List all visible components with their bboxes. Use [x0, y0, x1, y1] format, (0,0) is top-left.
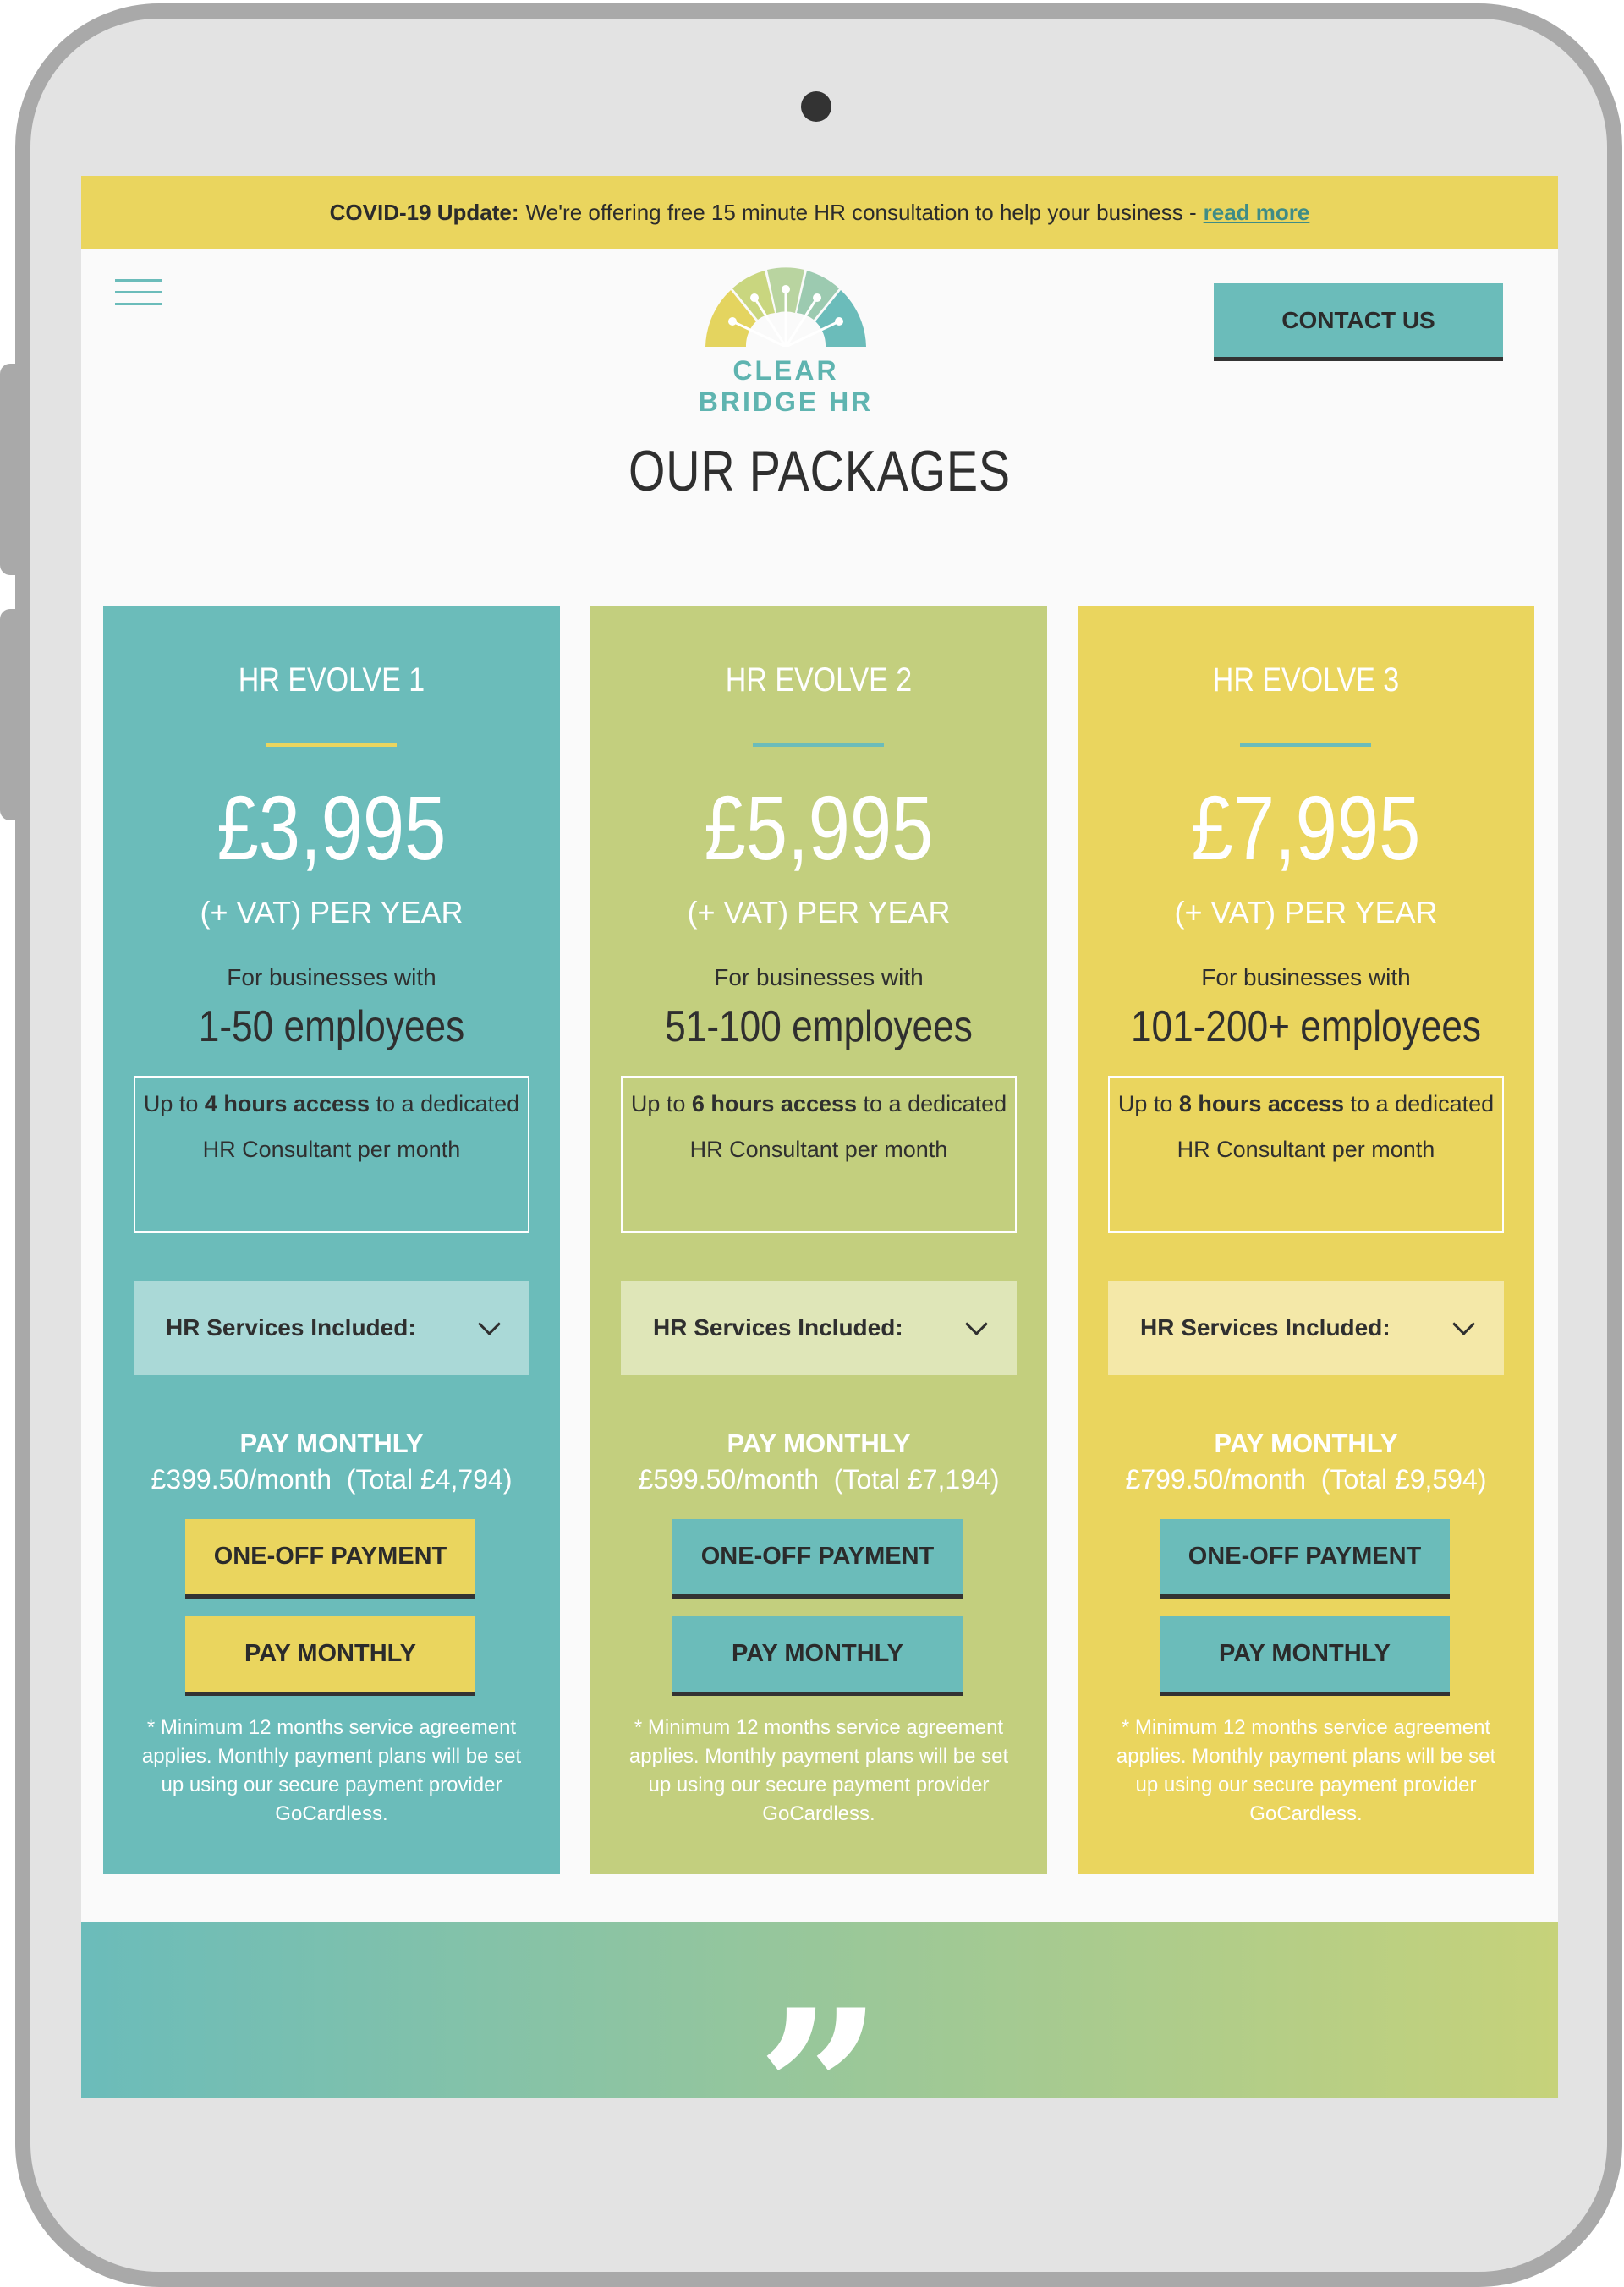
logo-icon [680, 262, 892, 355]
terms-note: * Minimum 12 months service agreement applies. Monthly payment plans will be set up using our secure payment provider GoCardless. [628, 1716, 1009, 1825]
monthly-price: £799.50/month [1125, 1464, 1307, 1495]
volume-down-button [0, 609, 19, 820]
package-price: £3,995 [217, 776, 447, 879]
testimonial-section [81, 1922, 1558, 2098]
hours-box [621, 1076, 1017, 1233]
title-underline [1240, 743, 1371, 747]
hours-box [134, 1076, 529, 1233]
monthly-total: (Total £4,794) [346, 1464, 513, 1495]
hours-bold: 6 hours access [691, 1091, 858, 1116]
one-off-payment-button[interactable]: ONE-OFF PAYMENT [185, 1519, 475, 1599]
one-off-payment-button[interactable]: ONE-OFF PAYMENT [672, 1519, 963, 1599]
pay-monthly-button[interactable]: PAY MONTHLY [672, 1616, 963, 1696]
screen [81, 176, 1558, 2098]
monthly-price-line [590, 1464, 1047, 1495]
employee-range: 101-200+ employees [1130, 1002, 1482, 1051]
employee-range: 51-100 employees [665, 1002, 973, 1051]
hours-bold: 4 hours access [204, 1091, 370, 1116]
monthly-total: (Total £7,194) [833, 1464, 1000, 1495]
for-businesses-text: For businesses with [227, 964, 436, 990]
hours-post: to a dedicated HR Consultant per month [1177, 1091, 1495, 1162]
employee-range: 1-50 employees [198, 1002, 465, 1051]
title-underline [266, 743, 397, 747]
logo-text: CLEAR BRIDGE HR [698, 355, 874, 417]
pay-monthly-title: PAY MONTHLY [727, 1429, 911, 1458]
covid-banner [81, 176, 1558, 249]
package-title: HR EVOLVE 1 [238, 661, 425, 699]
package-card-1 [103, 606, 560, 1874]
chevron-down-icon [965, 1313, 988, 1335]
one-off-payment-button[interactable]: ONE-OFF PAYMENT [1160, 1519, 1450, 1599]
for-businesses-text: For businesses with [1201, 964, 1411, 990]
hours-post: to a dedicated HR Consultant per month [689, 1091, 1007, 1162]
hours-box [1108, 1076, 1504, 1233]
terms-note: * Minimum 12 months service agreement applies. Monthly payment plans will be set up using our secure payment provider GoCardless. [141, 1716, 522, 1825]
contact-us-button[interactable]: CONTACT US [1214, 283, 1503, 361]
monthly-price-line [1078, 1464, 1534, 1495]
services-dropdown[interactable] [134, 1281, 529, 1375]
menu-icon[interactable] [115, 274, 162, 310]
price-period: (+ VAT) PER YEAR [687, 895, 951, 930]
package-title: HR EVOLVE 2 [725, 661, 913, 699]
pay-monthly-button[interactable]: PAY MONTHLY [1160, 1616, 1450, 1696]
hours-post: to a dedicated HR Consultant per month [202, 1091, 520, 1162]
chevron-down-icon [1452, 1313, 1475, 1335]
package-price: £7,995 [1191, 776, 1421, 879]
page-title: OUR PACKAGES [628, 439, 1011, 503]
services-label: HR Services Included: [166, 1314, 416, 1341]
monthly-total: (Total £9,594) [1320, 1464, 1487, 1495]
chevron-down-icon [478, 1313, 501, 1335]
pay-monthly-button[interactable]: PAY MONTHLY [185, 1616, 475, 1696]
for-businesses-text: For businesses with [714, 964, 924, 990]
banner-text: We're offering free 15 minute HR consultation to help your business - [525, 199, 1197, 225]
services-label: HR Services Included: [653, 1314, 903, 1341]
package-price: £5,995 [704, 776, 934, 879]
package-card-2 [590, 606, 1047, 1874]
hours-pre: Up to [143, 1091, 199, 1116]
volume-up-button [0, 364, 19, 575]
services-dropdown[interactable] [1108, 1281, 1504, 1375]
services-dropdown[interactable] [621, 1281, 1017, 1375]
hours-pre: Up to [1117, 1091, 1173, 1116]
quote-icon: ” [756, 1962, 883, 2098]
hours-pre: Up to [630, 1091, 686, 1116]
monthly-price-line [103, 1464, 560, 1495]
title-underline [753, 743, 884, 747]
services-label: HR Services Included: [1140, 1314, 1391, 1341]
terms-note: * Minimum 12 months service agreement applies. Monthly payment plans will be set up using our secure payment provider GoCardless. [1116, 1716, 1496, 1825]
price-period: (+ VAT) PER YEAR [200, 895, 464, 930]
price-period: (+ VAT) PER YEAR [1174, 895, 1438, 930]
pay-monthly-title: PAY MONTHLY [239, 1429, 424, 1458]
monthly-price: £599.50/month [638, 1464, 820, 1495]
package-card-3 [1078, 606, 1534, 1874]
pay-monthly-title: PAY MONTHLY [1214, 1429, 1398, 1458]
banner-bold: COVID-19 Update: [329, 199, 519, 225]
logo[interactable] [680, 262, 892, 417]
hours-bold: 8 hours access [1178, 1091, 1345, 1116]
package-title: HR EVOLVE 3 [1212, 661, 1400, 699]
read-more-link[interactable]: read more [1203, 199, 1310, 225]
monthly-price: £399.50/month [151, 1464, 332, 1495]
camera-icon [801, 91, 831, 122]
